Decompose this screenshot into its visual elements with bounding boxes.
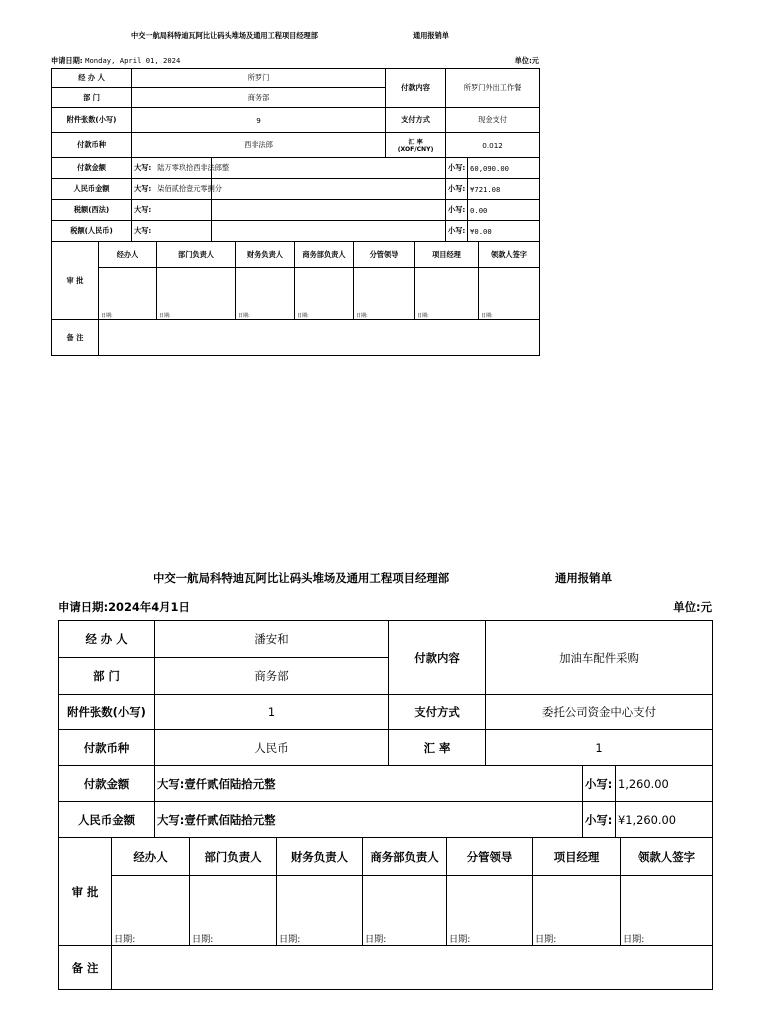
tax-xof-label: 税额(西法) [52, 200, 132, 221]
approval-table [51, 241, 540, 356]
date-cell: 日期: [447, 876, 533, 946]
approver-dept-head: 部门负责人 [190, 838, 277, 876]
approver-payee-signature: 领款人签字 [621, 838, 713, 876]
reimbursement-table [58, 620, 713, 838]
approver-agent: 经办人 [112, 838, 190, 876]
payment-amount-label: 付款金额 [52, 158, 132, 179]
reimbursement-form-xof [51, 28, 539, 356]
form-title: 中交一航局科特迪瓦阿比让码头堆场及通用工程项目经理部 [131, 31, 318, 40]
rmb-upper-value: 柒佰贰拾壹元零捌分 [157, 184, 222, 193]
date-cell: 日期: [621, 876, 713, 946]
approver-dept-head: 部门负责人 [157, 242, 236, 268]
payment-method-value: 委托公司资金中心支付 [486, 695, 713, 730]
form-title: 中交一航局科特迪瓦阿比让码头堆场及通用工程项目经理部 [153, 571, 450, 585]
amount-lower-value: 1,260.00 [616, 766, 713, 802]
attachments-value: 9 [132, 108, 386, 133]
amount-upper-value: 壹仟贰佰陆拾元整 [184, 776, 276, 791]
remarks-value [99, 320, 540, 356]
date-cell: 日期: [479, 268, 540, 320]
exchange-rate-unit: (XOF/CNY) [397, 146, 434, 153]
attachments-label: 附件张数(小写) [59, 695, 155, 730]
tax-xof-upper-value [212, 200, 446, 221]
date-cell: 日期: [295, 268, 354, 320]
approver-finance-head: 财务负责人 [236, 242, 295, 268]
amount-upper-value: 陆万零玖拾西非法郎整 [157, 163, 230, 172]
payment-content-value: 加油车配件采购 [486, 621, 713, 695]
department-label: 部 门 [52, 88, 132, 108]
currency-label: 付款币种 [52, 133, 132, 158]
payment-content-value: 所罗门外出工作餐 [446, 69, 540, 108]
remarks-label: 备 注 [52, 320, 99, 356]
tax-rmb-label: 税额(人民币) [52, 221, 132, 242]
payment-content-label: 付款内容 [389, 621, 486, 695]
approver-supervisor: 分管领导 [447, 838, 533, 876]
form-subtitle: 通用报销单 [413, 31, 449, 40]
exchange-rate-label: 汇 率 (XOF/CNY) [386, 133, 446, 158]
date-cell: 日期: [236, 268, 295, 320]
remarks-value [112, 946, 713, 990]
reimbursement-table [51, 68, 540, 242]
approver-agent: 经办人 [99, 242, 157, 268]
agent-label: 经 办 人 [59, 621, 155, 658]
tax-xof-lower-value: 0.00 [468, 200, 540, 221]
approval-label: 审 批 [59, 838, 112, 946]
currency-value: 人民币 [155, 730, 389, 766]
payment-method-label: 支付方式 [389, 695, 486, 730]
approver-project-manager: 项目经理 [533, 838, 621, 876]
approval-label: 审 批 [52, 242, 99, 320]
tax-rmb-upper-value [212, 221, 446, 242]
form-header [58, 567, 712, 599]
date-cell: 日期: [533, 876, 621, 946]
date-cell: 日期: [363, 876, 447, 946]
department-label: 部 门 [59, 658, 155, 695]
tax-rmb-lower-value: ¥0.00 [468, 221, 540, 242]
payment-content-label: 付款内容 [386, 69, 446, 108]
approver-supervisor: 分管领导 [354, 242, 415, 268]
department-value: 商务部 [155, 658, 389, 695]
date-cell: 日期: [190, 876, 277, 946]
application-date: 申请日期:2024年4月1日 [58, 600, 190, 614]
amount-lower-prefix: 小写: [583, 766, 616, 802]
date-cell: 日期: [415, 268, 479, 320]
rmb-upper-prefix: 大写: 柒佰贰拾壹元零捌分 [132, 179, 212, 200]
approver-project-manager: 项目经理 [415, 242, 479, 268]
form-header [51, 28, 539, 56]
application-date: 申请日期: Monday, April 01, 2024 [51, 56, 181, 65]
amount-upper: 大写:壹仟贰佰陆拾元整 [155, 766, 583, 802]
tax-xof-upper-prefix: 大写: [132, 200, 212, 221]
currency-label: 付款币种 [59, 730, 155, 766]
amount-lower-value: 60,090.00 [468, 158, 540, 179]
approver-payee-signature: 领款人签字 [479, 242, 540, 268]
payment-method-value: 现金支付 [446, 108, 540, 133]
tax-xof-lower-prefix: 小写: [446, 200, 468, 221]
form-meta [58, 599, 712, 620]
department-value: 商务部 [132, 88, 386, 108]
rmb-amount-label: 人民币金额 [59, 802, 155, 838]
tax-rmb-upper-prefix: 大写: [132, 221, 212, 242]
exchange-rate-label: 汇 率 [389, 730, 486, 766]
approver-business-head: 商务部负责人 [363, 838, 447, 876]
exchange-rate-value: 0.012 [446, 133, 540, 158]
approver-finance-head: 财务负责人 [277, 838, 363, 876]
attachments-value: 1 [155, 695, 389, 730]
attachments-label: 附件张数(小写) [52, 108, 132, 133]
date-cell: 日期: [99, 268, 157, 320]
approval-table [58, 837, 713, 990]
currency-value: 西非法郎 [132, 133, 386, 158]
form-meta [51, 56, 539, 68]
rmb-lower-value: ¥721.08 [468, 179, 540, 200]
amount-lower-prefix: 小写: [446, 158, 468, 179]
remarks-label: 备 注 [59, 946, 112, 990]
exchange-rate-value: 1 [486, 730, 713, 766]
form-subtitle: 通用报销单 [555, 571, 612, 585]
approver-business-head: 商务部负责人 [295, 242, 354, 268]
agent-value: 潘安和 [155, 621, 389, 658]
amount-upper-prefix: 大写: 陆万零玖拾西非法郎整 [132, 158, 212, 179]
application-date-value: 2024年4月1日 [108, 600, 190, 614]
currency-unit: 单位:元 [673, 600, 712, 614]
currency-unit: 单位:元 [514, 56, 539, 65]
rmb-upper: 大写:壹仟贰佰陆拾元整 [155, 802, 583, 838]
rmb-lower-value: ¥1,260.00 [616, 802, 713, 838]
date-cell: 日期: [112, 876, 190, 946]
rmb-lower-prefix: 小写: [446, 179, 468, 200]
payment-method-label: 支付方式 [386, 108, 446, 133]
date-cell: 日期: [277, 876, 363, 946]
rmb-upper-value: 壹仟贰佰陆拾元整 [184, 812, 276, 827]
date-cell: 日期: [354, 268, 415, 320]
rmb-amount-label: 人民币金额 [52, 179, 132, 200]
rmb-lower-prefix: 小写: [583, 802, 616, 838]
agent-label: 经 办 人 [52, 69, 132, 88]
date-cell: 日期: [157, 268, 236, 320]
application-date-value: Monday, April 01, 2024 [85, 56, 181, 65]
reimbursement-form-rmb [58, 567, 712, 990]
payment-amount-label: 付款金额 [59, 766, 155, 802]
tax-rmb-lower-prefix: 小写: [446, 221, 468, 242]
agent-value: 所罗门 [132, 69, 386, 88]
